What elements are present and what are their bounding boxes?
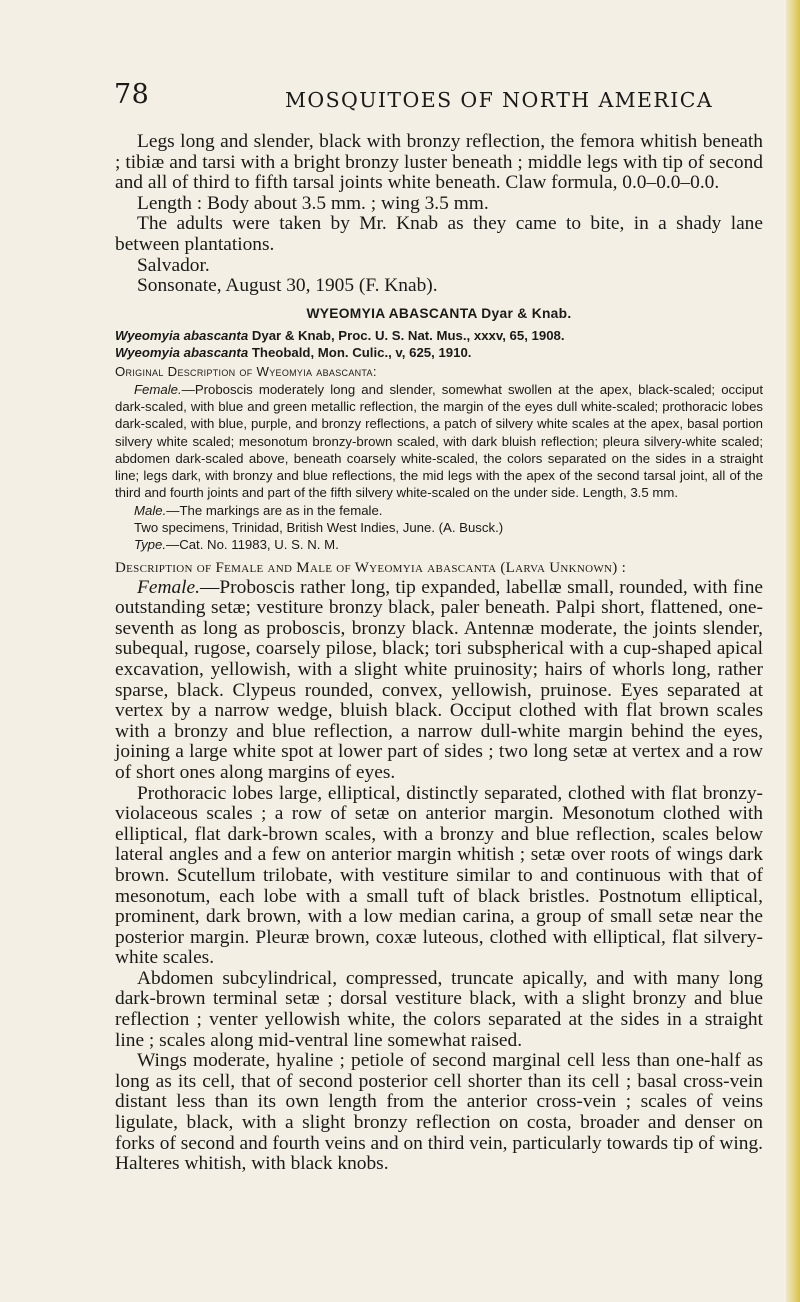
type-text: —Cat. No. 11983, U. S. N. M. [166, 537, 339, 553]
synonym-name: Wyeomyia abascanta [115, 345, 249, 361]
description-abdomen-paragraph: Abdomen subcylindrical, compressed, truncate apically, and with many long dark-brown terminal setæ ; dorsal vestiture black, with a slight bronzy and blue reflection ; venter yellowish white, the colors separated at the sides in a straight line ; scales along mid-ventral line somewhat raised. [115, 967, 763, 1051]
page-number: 78 [114, 79, 150, 110]
synonym-reference: Theobald, Mon. Culic., v, 625, 1910. [248, 345, 472, 361]
description-wings-paragraph: Wings moderate, hyaline ; petiole of second marginal cell less than one-half as long as its cell, that of second posterior cell shorter than its cell ; basal cross-vein distant less than its own length from the anterior cross-vein ; scales of veins ligulate, black, with a slight bronzy reflection on costa, broader and denser on forks of second and fourth veins and on third vein, particularly towards tip of wing. Halteres whitish, with black knobs. [115, 1050, 763, 1175]
type-label: Type. [134, 537, 167, 553]
synonym-name: Wyeomyia abascanta [115, 327, 249, 343]
synonymy-line-1 [115, 327, 763, 344]
paragraph-locality: Sonsonate, August 30, 1905 (F. Knab). [137, 275, 438, 297]
paragraph-country: Salvador. [137, 254, 210, 276]
running-title: MOSQUITOES OF NORTH AMERICA [285, 88, 714, 112]
female-text: —Proboscis rather long, tip expanded, labellæ small, rounded, with fine outstanding setæ; vestiture bronzy black, paler beneath. Palpi short, flattened, one-seventh as long as proboscis, bronzy black. Antennæ moderate, the joints slender, subequal, rugose, coarsely pilose, black; tori subspherical with a cup-shaped apical excavation, yellowish, with a slight white pruinosity; hairs of whorls long, rather sparse, black. Clypeus rounded, convex, yellowish, pruinose. Eyes separated at vertex by a narrow wedge, bluish black. Occiput clothed with flat brown scales with a bronzy and blue reflection, a narrow dull-white margin behind the eyes, joining a large white spot at lower part of sides ; two long setæ at vertex and a row of short ones along margins of eyes. [115, 576, 763, 783]
female-text: —Proboscis moderately long and slender, somewhat swollen at the apex, black-scaled; occiput dark-scaled, with blue and green metallic reflection, the margin of the eyes dull white-scaled; prothoracic lobes dark-scaled, with blue, purple, and bronzy reflections, a patch of silvery white scales at the apex, basal portion silvery white scaled; mesonotum bronzy-brown scaled, with dark bluish reflection; pleura silvery-white scaled; abdomen dark-scaled above, beneath coarsely white-scaled, the colors separated on the sides in a straight line; legs dark, with bronzy and blue reflections, the mid legs with the apex of the second tarsal joint, all of the third and fourth joints and part of the fifth silvery white-scaled on the under side. Length, 3.5 mm. [115, 381, 763, 501]
description-prothoracic-paragraph: Prothoracic lobes large, elliptical, distinctly separated, clothed with flat bronzy-violaceous scales ; a row of setæ on anterior margin. Mesonotum clothed with elliptical, flat dark-brown scales, with a bronzy and blue reflection, scales below lateral angles and a few on anterior margin whitish ; setæ over roots of wings dark brown. Scutellum trilobate, with vestiture similar to and continuous with that of mesonotum, each lobe with a small tuft of black bristles. Postnotum elliptical, prominent, dark brown, with a low median carina, a group of small setæ near the posterior margin. Pleuræ brown, coxæ luteous, clothed with elliptical, flat silvery-white scales. [115, 782, 763, 969]
description-female-paragraph [115, 578, 763, 784]
male-label: Male. [134, 502, 167, 518]
paragraph-adults: The adults were taken by Mr. Knab as they came to bite, in a shady lane between plantations. [115, 213, 763, 255]
original-male-paragraph [115, 502, 763, 519]
synonymy-line-2 [115, 344, 763, 361]
page-header [0, 80, 800, 120]
page-body [115, 132, 763, 1175]
original-type-paragraph [115, 536, 763, 553]
original-specimens-paragraph: Two specimens, Trinidad, British West Indies, June. (A. Busck.) [134, 520, 504, 536]
female-label: Female. [137, 576, 200, 598]
description-title: Description of Female and Male of Wyeomyia abascanta (Larva Unknown) : [115, 559, 627, 576]
species-heading: WYEOMYIA ABASCANTA Dyar & Knab. [306, 305, 572, 321]
female-label: Female. [134, 381, 182, 397]
synonym-reference: Dyar & Knab, Proc. U. S. Nat. Mus., xxxv, 65, 1908. [248, 327, 565, 343]
page-edge-stain [786, 0, 800, 1302]
original-female-paragraph [115, 381, 763, 502]
paragraph-legs: Legs long and slender, black with bronzy reflection, the femora whitish beneath ; tibiæ and tarsi with a bright bronzy luster beneath ; middle legs with tip of second and all of third to fifth tarsal joints white beneath. Claw formula, 0.0–0.0–0.0. [115, 131, 763, 194]
male-text: —The markings are as in the female. [166, 502, 383, 518]
original-description-title: Original Description of Wyeomyia abascanta: [115, 364, 377, 380]
paragraph-length: Length : Body about 3.5 mm. ; wing 3.5 mm. [137, 192, 489, 214]
